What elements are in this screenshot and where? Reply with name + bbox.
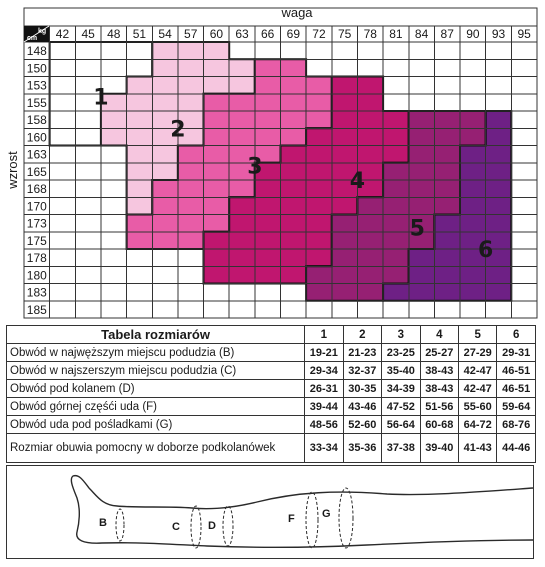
- y-tick-label: 163: [26, 147, 47, 162]
- table-cell: 27-29: [459, 344, 497, 362]
- marker-F: [288, 492, 318, 548]
- table-cell: 39-40: [420, 434, 458, 463]
- table-cell: 42-47: [459, 362, 497, 380]
- y-tick-label: 148: [26, 44, 47, 58]
- y-tick-label: 173: [26, 216, 47, 231]
- y-tick-label: 178: [26, 251, 47, 265]
- y-tick-label: 180: [26, 268, 47, 283]
- leg-outline: [71, 476, 533, 548]
- x-tick-label: 69: [286, 27, 301, 41]
- table-cell: 43-46: [343, 398, 381, 416]
- table-cell: 34-39: [382, 380, 420, 398]
- x-tick-label: 93: [491, 27, 506, 41]
- table-cell: 46-51: [497, 380, 536, 398]
- table-cell: 19-21: [305, 344, 343, 362]
- y-tick-label: 175: [26, 233, 47, 248]
- x-tick-label: 63: [235, 27, 249, 41]
- size-region-label: 1: [93, 85, 109, 111]
- table-cell: 21-23: [343, 344, 381, 362]
- table-cell: 59-64: [497, 398, 536, 416]
- size-table-header: [7, 326, 536, 344]
- table-cell: 38-43: [420, 380, 458, 398]
- x-tick-label: 48: [107, 27, 121, 41]
- table-cell: 64-72: [459, 416, 497, 434]
- table-row: [7, 416, 536, 434]
- x-tick-label: 78: [363, 27, 377, 41]
- x-axis-title: waga: [281, 5, 313, 20]
- y-tick-label: 168: [26, 182, 47, 196]
- y-tick-label: 185: [26, 302, 47, 317]
- size-table: [6, 325, 536, 463]
- table-row: [7, 398, 536, 416]
- row-label: Obwód pod kolanem (D): [7, 380, 305, 398]
- marker-label: G: [322, 508, 331, 520]
- x-tick-label: 45: [81, 27, 95, 41]
- leg-measurement-diagram: [6, 465, 534, 559]
- table-cell: 55-60: [459, 398, 497, 416]
- y-tick-label: 165: [26, 164, 47, 179]
- y-tick-label: 150: [26, 61, 47, 76]
- row-label: Rozmiar obuwia pomocny w doborze podkolanówek: [7, 434, 305, 463]
- table-cell: 60-68: [420, 416, 458, 434]
- y-tick-label: 158: [26, 113, 47, 127]
- marker-G: [322, 488, 353, 548]
- table-cell: 51-56: [420, 398, 458, 416]
- y-tick-label: 183: [26, 285, 47, 300]
- table-cell: 47-52: [382, 398, 420, 416]
- size-region-label: 6: [478, 238, 494, 263]
- marker-B: [99, 509, 124, 541]
- table-cell: 33-34: [305, 434, 343, 463]
- table-cell: 23-25: [382, 344, 420, 362]
- x-tick-label: 72: [312, 27, 326, 41]
- table-cell: 25-27: [420, 344, 458, 362]
- table-row: [7, 362, 536, 380]
- table-cell: 37-38: [382, 434, 420, 463]
- row-label: Obwód w najszerszym miejscu podudzia (C): [7, 362, 305, 380]
- row-label: Obwód uda pod pośladkami (G): [7, 416, 305, 434]
- x-tick-label: 51: [132, 27, 147, 41]
- x-tick-label: 81: [389, 27, 403, 41]
- table-row: [7, 344, 536, 362]
- size-region-label: 3: [247, 154, 263, 180]
- marker-C: [172, 506, 201, 548]
- table-cell: 30-35: [343, 380, 381, 398]
- table-cell: 32-37: [343, 362, 381, 380]
- size-col-header: 1: [305, 326, 343, 344]
- size-col-header: 4: [420, 326, 458, 344]
- table-cell: 26-31: [305, 380, 343, 398]
- x-unit-label: kg: [38, 28, 47, 35]
- x-tick-label: 66: [260, 27, 275, 41]
- table-cell: 29-31: [497, 344, 536, 362]
- y-tick-label: 153: [26, 78, 47, 93]
- marker-D: [208, 506, 233, 546]
- marker-label: C: [172, 521, 180, 533]
- marker-label: D: [208, 520, 216, 532]
- chart-grid: [24, 8, 537, 318]
- table-cell: 39-44: [305, 398, 343, 416]
- table-cell: 46-51: [497, 362, 536, 380]
- size-table-title: Tabela rozmiarów: [7, 326, 305, 344]
- size-region-label: 5: [409, 216, 425, 242]
- x-tick-label: 60: [209, 27, 224, 41]
- table-cell: 42-47: [459, 380, 497, 398]
- x-tick-label: 54: [158, 27, 172, 41]
- size-col-header: 5: [459, 326, 497, 344]
- table-cell: 41-43: [459, 434, 497, 463]
- table-cell: 48-56: [305, 416, 343, 434]
- size-region-label: 4: [349, 169, 366, 194]
- table-cell: 35-36: [343, 434, 381, 463]
- row-label: Obwód w najwęższym miejscu podudzia (B): [7, 344, 305, 362]
- table-row: [7, 434, 536, 463]
- size-col-header: 3: [382, 326, 420, 344]
- x-tick-label: 87: [440, 27, 454, 41]
- table-cell: 29-34: [305, 362, 343, 380]
- table-row: [7, 380, 536, 398]
- x-tick-label: 57: [184, 27, 198, 41]
- size-col-header: 2: [343, 326, 381, 344]
- y-unit-label: cm: [27, 35, 38, 42]
- size-region-label: 2: [170, 117, 186, 143]
- x-tick-label: 84: [414, 27, 429, 41]
- marker-label: B: [99, 517, 107, 529]
- table-cell: 38-43: [420, 362, 458, 380]
- y-tick-label: 155: [26, 95, 47, 110]
- x-tick-label: 42: [55, 27, 70, 41]
- corner-units: [24, 26, 49, 42]
- x-tick-label: 90: [466, 27, 480, 41]
- table-cell: 35-40: [382, 362, 420, 380]
- leg-illustration: [7, 466, 533, 558]
- table-cell: 68-76: [497, 416, 536, 434]
- y-tick-label: 160: [26, 130, 47, 145]
- row-label: Obwód górnej częśći uda (F): [7, 398, 305, 416]
- y-axis-title: wzrost: [5, 151, 20, 189]
- table-cell: 44-46: [497, 434, 536, 463]
- size-col-header: 6: [497, 326, 536, 344]
- marker-label: F: [288, 513, 295, 525]
- table-cell: 52-60: [343, 416, 381, 434]
- y-tick-label: 170: [26, 199, 47, 214]
- table-cell: 56-64: [382, 416, 420, 434]
- x-tick-label: 95: [517, 27, 531, 41]
- x-tick-label: 75: [337, 27, 352, 41]
